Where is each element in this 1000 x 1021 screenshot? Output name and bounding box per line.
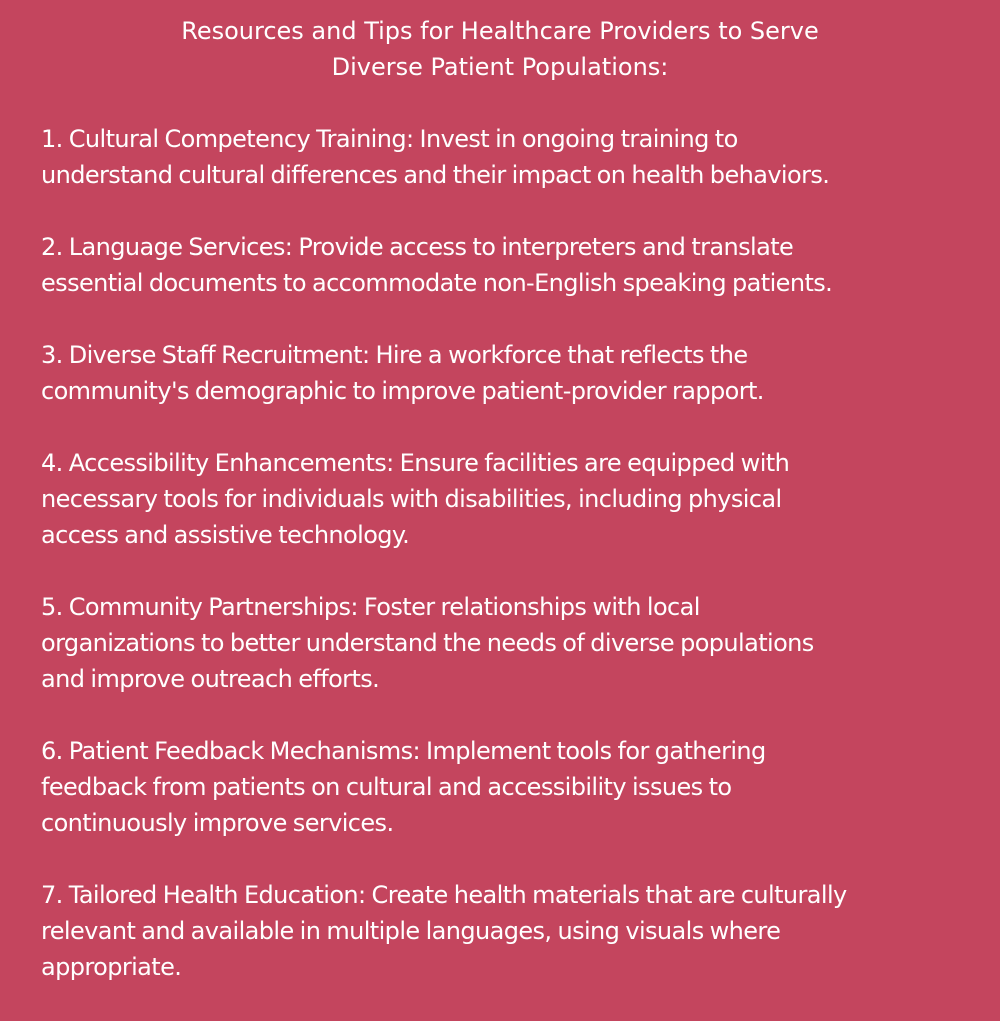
tip-line: 5. Community Partnerships: Foster relationships with local (41, 593, 700, 621)
document-title (0, 13, 1000, 85)
document-title-line-1: Resources and Tips for Healthcare Providers to Serve (181, 17, 819, 45)
tip-diverse-staff-recruitment (41, 337, 971, 409)
tip-tailored-health-education (41, 877, 971, 985)
tip-patient-feedback-mechanisms (41, 733, 971, 841)
tip-language-services (41, 229, 971, 301)
tip-line: continuously improve services. (41, 809, 394, 837)
tip-line: access and assistive technology. (41, 521, 410, 549)
tip-accessibility-enhancements (41, 445, 971, 553)
tip-line: community's demographic to improve patient-provider rapport. (41, 377, 764, 405)
tips-list (41, 121, 971, 1021)
tip-line: and improve outreach efforts. (41, 665, 380, 693)
tip-line: feedback from patients on cultural and accessibility issues to (41, 773, 732, 801)
tip-community-partnerships (41, 589, 971, 697)
tip-line: appropriate. (41, 953, 182, 981)
tip-line: necessary tools for individuals with disabilities, including physical (41, 485, 782, 513)
tip-line: essential documents to accommodate non-English speaking patients. (41, 269, 833, 297)
tip-line: 7. Tailored Health Education: Create health materials that are culturally (41, 881, 847, 909)
document-title-line-2: Diverse Patient Populations: (331, 53, 669, 81)
tip-line: 2. Language Services: Provide access to interpreters and translate (41, 233, 794, 261)
tip-line: 3. Diverse Staff Recruitment: Hire a workforce that reflects the (41, 341, 748, 369)
tip-line: understand cultural differences and their impact on health behaviors. (41, 161, 830, 189)
tip-line: 1. Cultural Competency Training: Invest in ongoing training to (41, 125, 738, 153)
tip-line: 6. Patient Feedback Mechanisms: Implement tools for gathering (41, 737, 766, 765)
tip-line: relevant and available in multiple languages, using visuals where (41, 917, 781, 945)
tip-line: organizations to better understand the needs of diverse populations (41, 629, 814, 657)
tip-cultural-competency-training (41, 121, 971, 193)
tip-line: 4. Accessibility Enhancements: Ensure facilities are equipped with (41, 449, 790, 477)
